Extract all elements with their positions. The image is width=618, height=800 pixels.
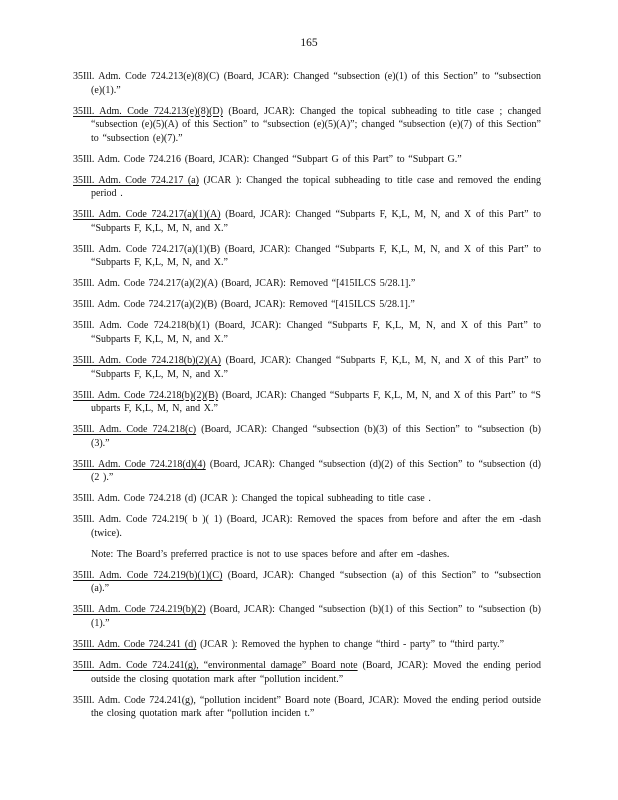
entry-text: (Board, JCAR): Removed “[415ILCS 5/28.1].” bbox=[217, 299, 415, 311]
amendment-entry bbox=[73, 243, 541, 270]
entry-text: (Board, JCAR): Removed “[415ILCS 5/28.1].” bbox=[217, 278, 416, 290]
amendment-entry bbox=[73, 319, 541, 346]
entry-text: (Board, JCAR): Changed “Subparts F, K,L, M, N, and X of this Part” to “Subparts F, K,L, M, N, and X.” bbox=[91, 209, 541, 234]
amendment-entry bbox=[73, 513, 541, 540]
amendment-entry bbox=[73, 569, 541, 596]
entry-text: (Board, JCAR): Changed “Subparts F, K,L, M, N, and X of this Part” to “Subparts F, K,L, M, N, and X.” bbox=[91, 243, 541, 269]
amendment-entry bbox=[73, 638, 541, 652]
amendment-entry bbox=[73, 694, 541, 721]
amendment-entry bbox=[73, 389, 541, 416]
citation: 35Ill. Adm. Code 724.216 bbox=[73, 153, 182, 165]
citation: 35Ill. Adm. Code 724.241(g), “pollution incident” Board note bbox=[73, 694, 331, 706]
amendment-entry bbox=[73, 153, 541, 167]
entry-text: (Board, JCAR): Changed “Subpart G of this Part” to “Subpart G.” bbox=[181, 153, 462, 165]
entry-text: (Board, JCAR): Removed the spaces from before and after the em -dash (twice). bbox=[91, 514, 541, 539]
citation: 35Ill. Adm. Code 724.217(a)(1)(B) bbox=[73, 243, 221, 255]
entry-text: Note: The Board’s preferred practice is not to use spaces before and after em -dashes. bbox=[91, 548, 450, 560]
amendment-entry bbox=[73, 277, 541, 291]
entry-text: (Board, JCAR): Changed “subsection (e)(1) of this Section” to “subsection (e)(1).” bbox=[91, 71, 541, 96]
citation: 35Ill. Adm. Code 724.218(d)(4) bbox=[73, 458, 206, 470]
entry-text: (Board, JCAR): Moved the ending period outside the closing quotation mark after “pollution inciden t.” bbox=[91, 694, 541, 720]
amendment-entry bbox=[73, 208, 541, 235]
citation: 35Ill. Adm. Code 724.218(c) bbox=[73, 424, 197, 436]
entry-text: (Board, JCAR): Changed “subsection (b)(1) of this Section” to “subsection (b)(1).” bbox=[91, 604, 541, 630]
citation: 35Ill. Adm. Code 724.219( b )( 1) bbox=[73, 514, 223, 526]
entry-text: (JCAR ): Changed the topical subheading to title case and removed the ending period . bbox=[91, 174, 541, 200]
citation: 35Ill. Adm. Code 724.213(e)(8)(D) bbox=[73, 105, 223, 117]
amendment-entry bbox=[73, 659, 541, 686]
entry-text: (JCAR ): Changed the topical subheading to title case . bbox=[196, 493, 431, 505]
citation: 35Ill. Adm. Code 724.213(e)(8)(C) bbox=[73, 71, 220, 82]
amendment-entry bbox=[73, 423, 541, 450]
citation: 35Ill. Adm. Code 724.219(b)(1)(C) bbox=[73, 569, 223, 581]
citation: 35Ill. Adm. Code 724.217(a)(1)(A) bbox=[73, 209, 221, 221]
entry-text: (Board, JCAR): Changed “subsection (b)(3) of this Section” to “subsection (b)(3).” bbox=[91, 424, 541, 449]
citation: 35Ill. Adm. Code 724.218(b)(2)(B) bbox=[73, 389, 219, 401]
entry-list bbox=[73, 70, 541, 728]
citation: 35Ill. Adm. Code 724.219(b)(2) bbox=[73, 604, 206, 616]
citation: 35Ill. Adm. Code 724.241 (d) bbox=[73, 639, 197, 651]
amendment-entry bbox=[73, 298, 541, 312]
citation: 35Ill. Adm. Code 724.217(a)(2)(A) bbox=[73, 278, 218, 290]
amendment-entry bbox=[73, 492, 541, 506]
citation: 35Ill. Adm. Code 724.241(g), “environmental damage” Board note bbox=[73, 660, 358, 672]
entry-text: (Board, JCAR): Changed “Subparts F, K,L, M, N, and X of this Part” to “Subparts F, K,L, M, N, and X.” bbox=[91, 320, 541, 346]
amendment-entry bbox=[73, 70, 541, 97]
amendment-entry bbox=[73, 603, 541, 630]
amendment-entry bbox=[73, 458, 541, 485]
entry-text: (Board, JCAR): Changed “Subparts F, K,L, M, N, and X of this Part” to “S ubparts F, K,L, M, N, and X.” bbox=[91, 389, 541, 415]
citation: 35Ill. Adm. Code 724.218 (d) bbox=[73, 493, 197, 505]
entry-text: (Board, JCAR): Changed “subsection (a) of this Section” to “subsection (a).” bbox=[91, 569, 541, 595]
amendment-entry bbox=[73, 105, 541, 146]
page-number: 165 bbox=[300, 37, 318, 49]
amendment-entry bbox=[73, 354, 541, 381]
entry-text: (Board, JCAR): Changed “Subparts F, K,L, M, N, and X of this Part” to “Subparts F, K,L, M, N, and X.” bbox=[91, 355, 541, 380]
entry-text: (Board, JCAR): Moved the ending period outside the closing quotation mark after “pollution incident.” bbox=[91, 660, 541, 685]
citation: 35Ill. Adm. Code 724.218(b)(2)(A) bbox=[73, 355, 222, 367]
amendment-entry bbox=[73, 174, 541, 201]
entry-text: (Board, JCAR): Changed “subsection (d)(2) of this Section” to “subsection (d)(2 ).” bbox=[91, 458, 541, 484]
citation: 35Ill. Adm. Code 724.217 (a) bbox=[73, 174, 199, 186]
citation: 35Ill. Adm. Code 724.217(a)(2)(B) bbox=[73, 299, 218, 311]
note-paragraph bbox=[73, 548, 541, 562]
entry-text: (Board, JCAR): Changed the topical subheading to title case ; changed “subsection (e)(5)(A) of this Section” to “subsection (e)(5)(A)”; changed “subsection (e)(7) of this Section” to “subsection (e)(7).” bbox=[91, 105, 542, 144]
citation: 35Ill. Adm. Code 724.218(b)(1) bbox=[73, 320, 210, 332]
entry-text: (JCAR ): Removed the hyphen to change “third - party” to “third party.” bbox=[196, 639, 505, 651]
